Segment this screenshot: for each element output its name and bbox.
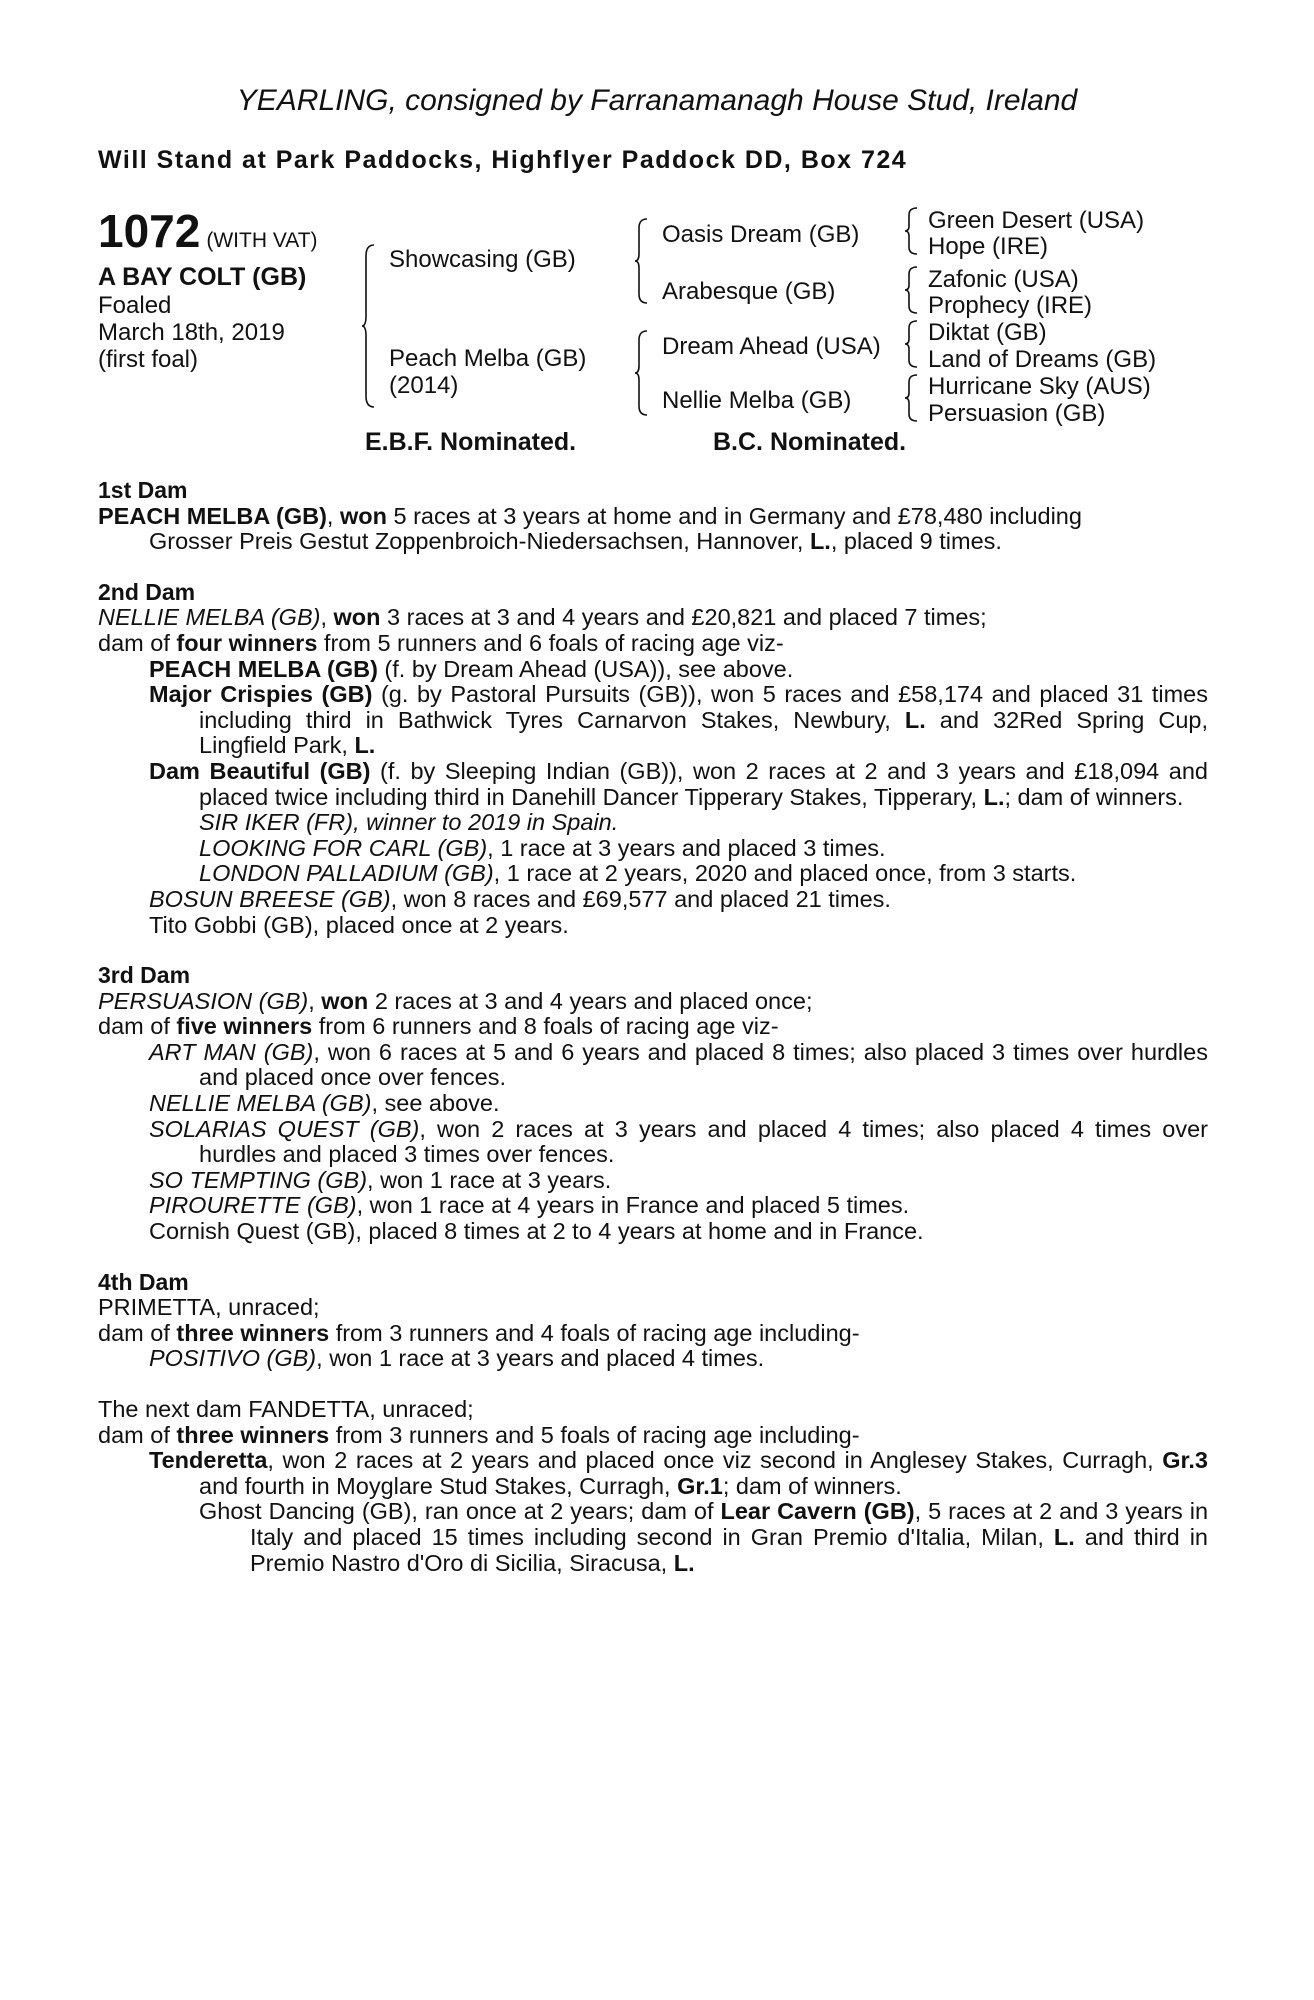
progeny-text: , won 2 races at 3 years and placed 4 times; also placed 4 times over hurdles and placed 3 times over fences.	[199, 1115, 1208, 1168]
progeny-name: Lear Cavern (GB)	[720, 1498, 915, 1525]
first-dam-listed: L.	[809, 528, 831, 555]
progeny-so-tempting	[98, 1168, 1208, 1194]
next-dam-runners: from 3 runners and 5 foals of racing age including-	[329, 1421, 860, 1448]
pedigree-dam-sire: Dream Ahead (USA)	[662, 333, 881, 360]
listed-mark: L.	[904, 706, 926, 733]
pedigree-g7: Hurricane Sky (AUS)	[928, 373, 1151, 400]
progeny-text: and 32Red Spring Cup, Lingfield Park,	[199, 706, 1208, 759]
grand-progeny-sir-iker	[98, 810, 1208, 836]
first-dam-won: won	[339, 502, 387, 529]
fourth-dam-winners: three winners	[176, 1319, 330, 1346]
pedigree-notes	[98, 478, 1208, 1576]
first-dam-placed: , placed 9 times.	[830, 528, 1002, 555]
pedigree-sire: Showcasing (GB)	[389, 246, 576, 273]
third-dam-text: 2 races at 3 and 4 years and placed once;	[368, 987, 813, 1014]
fourth-dam-record: PRIMETTA, unraced;	[98, 1294, 320, 1321]
progeny-name: SIR IKER (FR)	[199, 809, 354, 836]
first-dam-record: PEACH MELBA (GB), won 5 races at 3 years at home and in Germany and £78,480 including	[98, 502, 1082, 529]
progeny-name: ART MAN (GB)	[149, 1038, 314, 1065]
first-dam-heading: 1st Dam	[98, 477, 188, 503]
progeny-art-man	[98, 1040, 1208, 1091]
group-mark: Gr.1	[677, 1472, 723, 1499]
grand-progeny-london-palladium	[98, 861, 1208, 887]
pedigree-g6: Land of Dreams (GB)	[928, 346, 1157, 373]
stand-location: Will Stand at Park Paddocks, Highflyer Paddock DD, Box 724	[98, 146, 908, 174]
next-dam-winners: three winners	[176, 1421, 330, 1448]
listed-mark: L.	[1053, 1523, 1075, 1550]
progeny-text: , see above.	[371, 1090, 500, 1117]
progeny-peach-melba	[98, 657, 1208, 683]
progeny-text: , 5 races at 2 and 3 years in Italy and placed 15 times including second in Gran Premio d'Italia, Milan,	[250, 1498, 1209, 1550]
pedigree-g2: Hope (IRE)	[928, 233, 1049, 260]
pedigree-g5: Diktat (GB)	[928, 319, 1047, 346]
grand-progeny-ghost-dancing	[98, 1499, 1208, 1576]
second-dam-record: NELLIE MELBA (GB), won 3 races at 3 and 4 years and £20,821 and placed 7 times;	[98, 604, 987, 631]
progeny-text: , winner to 2019 in Spain.	[353, 809, 619, 836]
pedigree-dam-dam: Nellie Melba (GB)	[662, 387, 852, 414]
progeny-text: (g. by Pastoral Pursuits (GB)), won 5 races and £58,174 and placed 31 times including third in Bathwick Tyres Carnarvon Stakes, Newbury,	[199, 681, 1208, 733]
progeny-text: (f. by Sleeping Indian (GB)), won 2 races at 2 and 3 years and £18,094 and placed twice including third in Danehill Dancer Tipperary Stakes, Tipperary,	[199, 757, 1208, 810]
progeny-text: ; dam of winners.	[1004, 783, 1184, 810]
fourth-dam-heading: 4th Dam	[98, 1268, 189, 1295]
bracket-dam	[635, 330, 649, 416]
first-dam-record-cont	[98, 529, 1208, 555]
progeny-tito-gobbi: Tito Gobbi (GB), placed once at 2 years.	[149, 911, 569, 938]
progeny-tenderetta	[98, 1448, 1208, 1499]
listed-mark: L.	[673, 1549, 695, 1576]
foaled-label: Foaled	[98, 292, 172, 319]
bracket-g3	[905, 320, 919, 368]
progeny-bosun-breese	[98, 887, 1208, 913]
second-dam-produce: dam of four winners from 5 runners and 6 foals of racing age viz-	[98, 629, 784, 656]
second-dam-text: 3 races at 3 and 4 years and £20,821 and placed 7 times;	[380, 604, 987, 631]
listed-mark: L.	[354, 732, 376, 759]
progeny-name: NELLIE MELBA (GB)	[149, 1090, 372, 1117]
bracket-g1	[905, 207, 919, 255]
third-dam-winners: five winners	[176, 1013, 313, 1040]
page-header: YEARLING, consigned by Farranamanagh House Stud, Ireland	[236, 84, 1078, 117]
third-dam-record: PERSUASION (GB), won 2 races at 3 and 4 years and placed once;	[98, 987, 813, 1014]
progeny-text: , 1 race at 3 years and placed 3 times.	[487, 834, 886, 861]
progeny-text: and third in Premio Nastro d'Oro di Sicilia, Siracusa,	[250, 1523, 1208, 1576]
progeny-text: , won 1 race at 4 years in France and placed 5 times.	[356, 1192, 910, 1219]
progeny-text: , won 8 races and £69,577 and placed 21 times.	[390, 885, 891, 912]
progeny-nellie-melba	[98, 1091, 1208, 1117]
pedigree-sire-dam: Arabesque (GB)	[662, 278, 836, 305]
bracket-g4	[905, 374, 919, 422]
bracket-sire	[635, 218, 649, 304]
pedigree-dam: Peach Melba (GB)	[389, 345, 587, 372]
second-dam-runners: from 5 runners and 6 foals of racing age viz-	[317, 629, 784, 656]
progeny-name: LOOKING FOR CARL (GB)	[199, 834, 488, 861]
third-dam-name: PERSUASION (GB)	[98, 987, 309, 1014]
progeny-name: PEACH MELBA (GB)	[149, 655, 378, 682]
lot-number-line	[98, 206, 318, 266]
second-dam-winners: four winners	[176, 629, 318, 656]
progeny-positivo	[98, 1346, 1208, 1372]
pedigree-g4: Prophecy (IRE)	[928, 292, 1093, 319]
progeny-name: BOSUN BREESE (GB)	[149, 885, 391, 912]
pedigree-dam-year: (2014)	[389, 372, 459, 399]
foaled-date: March 18th, 2019	[98, 319, 285, 346]
next-dam-record: The next dam FANDETTA, unraced;	[98, 1396, 474, 1422]
first-dam-text: 5 races at 3 years at home and in Germany and £78,480 including	[386, 502, 1082, 529]
pedigree-g3: Zafonic (USA)	[928, 266, 1079, 293]
first-dam-race: Grosser Preis Gestut Zoppenbroich-Niedersachsen, Hannover,	[149, 528, 810, 555]
progeny-major-crispies	[98, 682, 1208, 759]
pedigree-g1: Green Desert (USA)	[928, 207, 1145, 234]
progeny-text: , won 6 races at 5 and 6 years and placed 8 times; also placed 3 times over hurdles and placed once over fences.	[199, 1038, 1208, 1091]
ebf-nominated: E.B.F. Nominated.	[365, 428, 577, 456]
progeny-pirourette	[98, 1193, 1208, 1219]
next-dam-produce: dam of three winners from 3 runners and 5 foals of racing age including-	[98, 1421, 860, 1448]
third-dam-won: won	[321, 987, 369, 1014]
group-mark: Gr.3	[1162, 1447, 1208, 1474]
progeny-text: Ghost Dancing (GB), ran once at 2 years; dam of	[199, 1498, 721, 1525]
progeny-name: Tenderetta	[149, 1447, 268, 1474]
second-dam-name: NELLIE MELBA (GB)	[98, 604, 321, 631]
progeny-solarias-quest	[98, 1117, 1208, 1168]
progeny-text: ; dam of winners.	[722, 1472, 902, 1499]
bracket-main	[362, 244, 376, 408]
progeny-cornish-quest: Cornish Quest (GB), placed 8 times at 2 to 4 years at home and in France.	[149, 1218, 924, 1245]
progeny-text: , won 2 races at 2 years and placed once viz second in Anglesey Stakes, Curragh,	[267, 1447, 1163, 1474]
progeny-dam-beautiful	[98, 759, 1208, 810]
lot-name: A BAY COLT (GB)	[98, 263, 307, 291]
progeny-name: SO TEMPTING (GB)	[149, 1166, 368, 1193]
third-dam-produce: dam of five winners from 6 runners and 8 foals of racing age viz-	[98, 1013, 779, 1040]
progeny-name: SOLARIAS QUEST (GB)	[149, 1115, 420, 1142]
second-dam-won: won	[333, 604, 381, 631]
progeny-text: , won 1 race at 3 years and placed 4 times.	[316, 1345, 765, 1372]
bracket-g2	[905, 266, 919, 314]
fourth-dam-produce: dam of three winners from 3 runners and 4 foals of racing age including-	[98, 1319, 860, 1346]
grand-progeny-looking-for-carl	[98, 836, 1208, 862]
bc-nominated: B.C. Nominated.	[713, 428, 907, 456]
lot-number: 1072	[98, 205, 201, 257]
third-dam-runners: from 6 runners and 8 foals of racing age viz-	[312, 1013, 779, 1040]
progeny-name: Dam Beautiful (GB)	[149, 757, 371, 784]
vat-label: (WITH VAT)	[206, 229, 318, 252]
progeny-name: POSITIVO (GB)	[149, 1345, 317, 1372]
fourth-dam-runners: from 3 runners and 4 foals of racing age including-	[329, 1319, 860, 1346]
progeny-text: and fourth in Moyglare Stud Stakes, Curragh,	[199, 1472, 678, 1499]
progeny-text: , won 1 race at 3 years.	[367, 1166, 612, 1193]
progeny-text: (f. by Dream Ahead (USA)), see above.	[377, 655, 794, 682]
second-dam-heading: 2nd Dam	[98, 578, 196, 605]
first-foal-note: (first foal)	[98, 346, 199, 373]
progeny-name: Major Crispies (GB)	[149, 681, 373, 708]
progeny-text: , 1 race at 2 years, 2020 and placed once, from 3 starts.	[493, 860, 1077, 887]
progeny-name: PIROURETTE (GB)	[149, 1192, 357, 1219]
pedigree-g8: Persuasion (GB)	[928, 400, 1106, 427]
pedigree-sire-sire: Oasis Dream (GB)	[662, 221, 860, 248]
first-dam-name: PEACH MELBA (GB)	[98, 502, 327, 529]
progeny-name: LONDON PALLADIUM (GB)	[199, 860, 494, 887]
listed-mark: L.	[983, 783, 1005, 810]
third-dam-heading: 3rd Dam	[98, 962, 191, 989]
